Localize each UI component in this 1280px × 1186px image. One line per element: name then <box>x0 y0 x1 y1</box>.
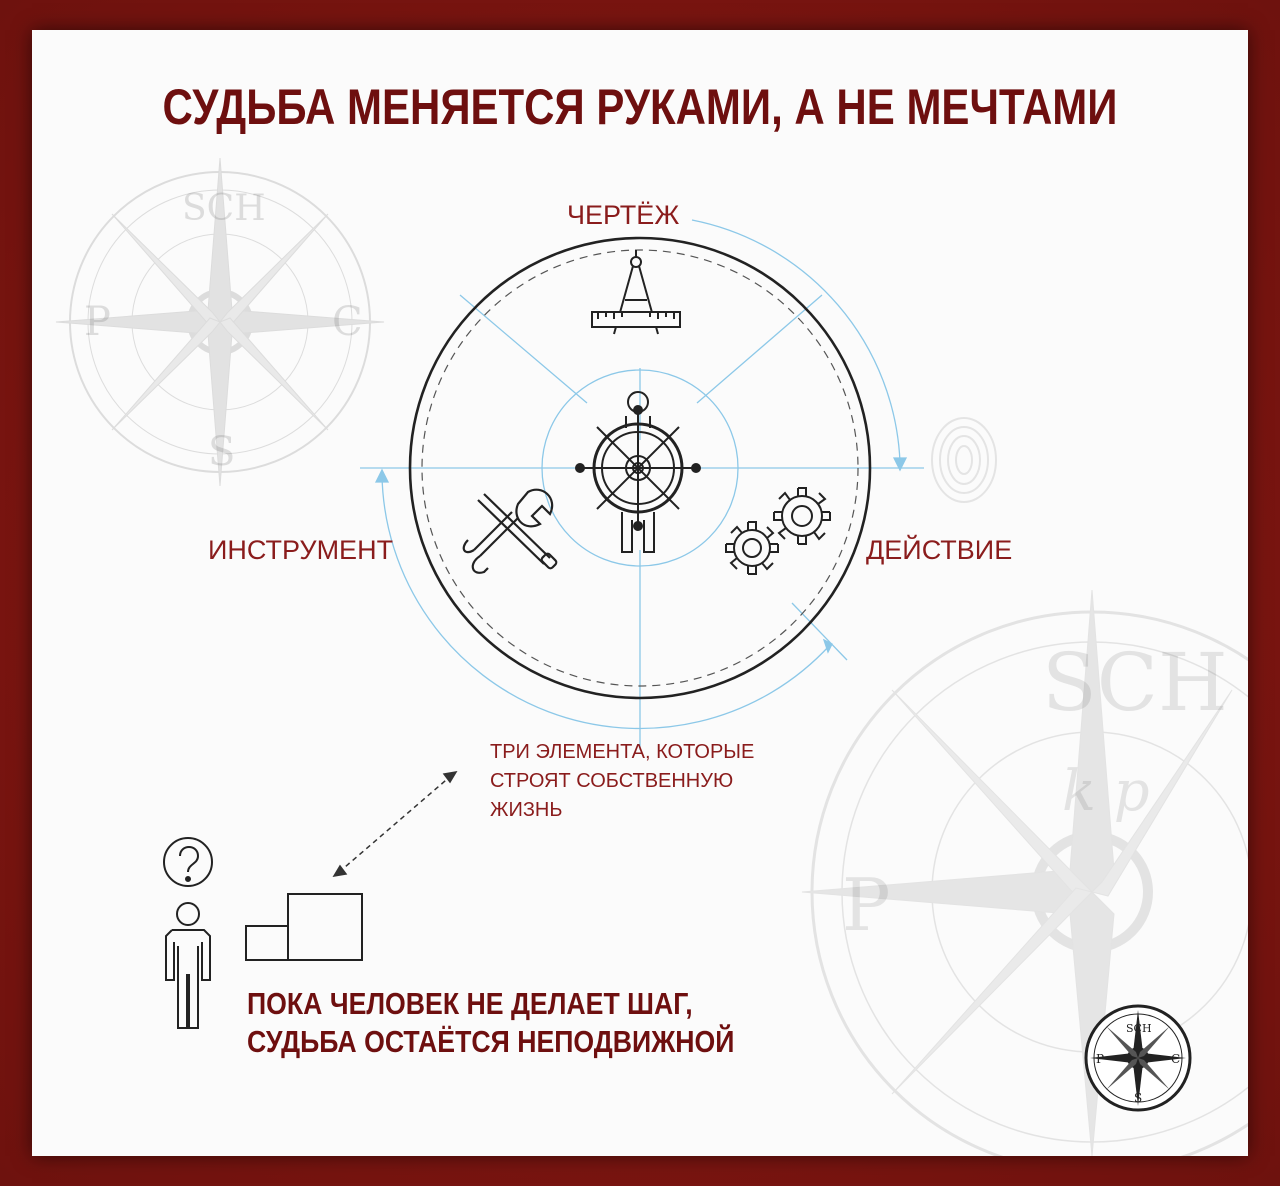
logo-compass-icon <box>1086 1006 1190 1110</box>
logo-letter-p: P <box>1096 1052 1105 1066</box>
svg-text:P: P <box>842 863 891 947</box>
bottom-statement <box>247 985 734 1061</box>
logo-letter-sch: SCH <box>1126 1022 1152 1035</box>
steps-icon <box>246 894 362 960</box>
watermark-letter-p: P <box>84 299 111 345</box>
ship-wheel-person-icon <box>576 392 700 552</box>
compass-ruler-icon <box>592 250 680 334</box>
diagram-caption <box>490 738 850 825</box>
gears-icon <box>726 488 830 574</box>
caption-line: ЖИЗНЬ <box>490 799 563 821</box>
svg-text:SCH: SCH <box>1042 636 1228 729</box>
logo-letter-c: C <box>1171 1052 1181 1066</box>
label-tool: ИНСТРУМЕНТ <box>208 535 394 565</box>
logo-letter-s: S <box>1134 1091 1143 1105</box>
wrench-screwdriver-icon <box>464 490 558 573</box>
bottom-line: ПОКА ЧЕЛОВЕК НЕ ДЕЛАЕТ ШАГ, <box>247 986 693 1021</box>
page-title: СУДЬБА МЕНЯЕТСЯ РУКАМИ, А НЕ МЕЧТАМИ <box>162 79 1118 135</box>
question-person-icon <box>164 838 212 1028</box>
watermark-monogram: SCH <box>182 188 266 229</box>
poster-card <box>32 30 1248 1156</box>
caption-line: СТРОЯТ СОБСТВЕННУЮ <box>490 770 734 792</box>
watermark-letter-s: S <box>208 429 236 475</box>
label-blueprint: ЧЕРТЁЖ <box>567 200 680 230</box>
bottom-line: СУДЬБА ОСТАЁТСЯ НЕПОДВИЖНОЙ <box>247 1024 735 1059</box>
label-action: ДЕЙСТВИЕ <box>866 535 1013 565</box>
caption-line: ТРИ ЭЛЕМЕНТА, КОТОРЫЕ <box>490 741 755 763</box>
svg-text:k p: k p <box>1062 759 1150 824</box>
dashed-arrow <box>334 772 456 876</box>
watermark-letter-c: C <box>332 299 363 345</box>
